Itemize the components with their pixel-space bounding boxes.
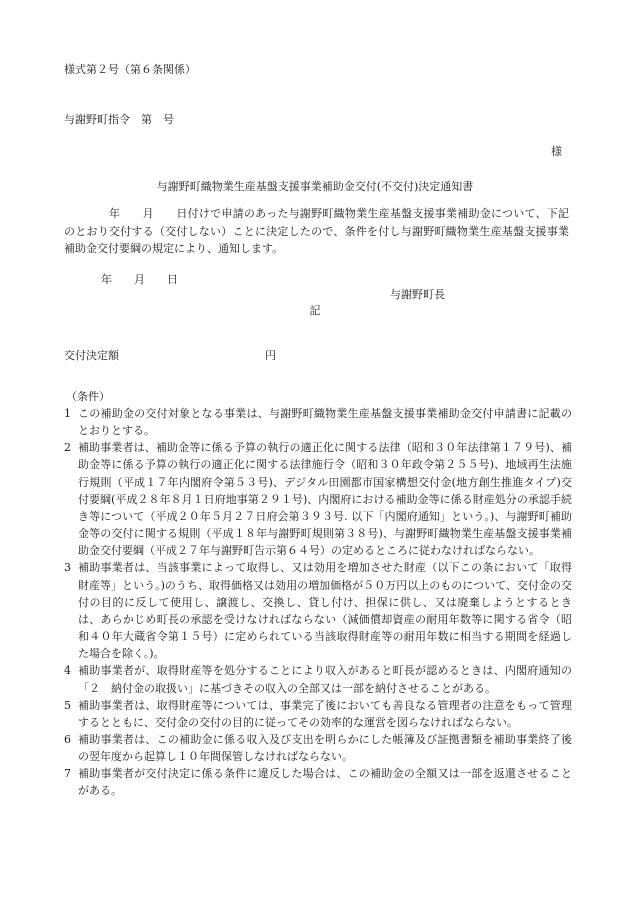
condition-item bbox=[64, 405, 572, 439]
condition-item bbox=[64, 731, 572, 765]
condition-text: 補助事業者は、この補助金に係る収入及び支出を明らかにした帳簿及び証拠書類を補助事業終了後の翌年度から起算し１０年間保管しなければならない。 bbox=[78, 732, 572, 764]
condition-number: 5 bbox=[64, 698, 71, 712]
conditions-list bbox=[64, 405, 572, 800]
document-title: 与謝野町織物業生産基盤支援事業補助金交付(不交付)決定通知書 bbox=[156, 180, 474, 193]
condition-text: 補助事業者は、取得財産等については、事業完了後においても善良なる管理者の注意をもって管理するとともに、交付金の交付の目的に従ってその効率的な運営を図らなければならない。 bbox=[78, 698, 572, 729]
ki-marker: 記 bbox=[309, 304, 321, 317]
condition-text: 補助事業者は、補助金等に係る予算の執行の適正化に関する法律（昭和３０年法律第１７９号)、補助金等に係る予算の執行の適正化に関する法律施行令（昭和３０年政令第２５５号)、地域再生法施行規則（平成１７年内閣府令第５３号)、デジタル田園都市国家構想交付金(地方創生推進タイプ)交付要綱(平成２８年８月１日府地事第２９１号)、内閣府における補助金等に係る財産処分の承認手続き等について（平成２０年５月２７日府会第３９３号. 以下「内閣府通知」という。)、与謝野町補助金等の交付に関する規則（平成１８年与謝野町規則第３８号)、与謝野町織物業生産基盤支援事業補助金交付要綱（平成２７年与謝野町告示第６４号）の定めるところに従わなければならない。 bbox=[78, 441, 572, 558]
issue-date: 年 月 日 bbox=[101, 273, 178, 286]
intro-text: 年 月 日付けで申請のあった与謝野町織物業生産基盤支援事業補助金について、下記のとおり交付する（交付しない）ことに決定したので、条件を付し与謝野町織物業生産基盤支援事業補助金交付要綱の規定により、通知します。 bbox=[64, 207, 569, 255]
amount-unit: 円 bbox=[265, 349, 276, 362]
condition-item bbox=[64, 697, 572, 731]
condition-text: この補助金の交付対象となる事業は、与謝野町織物業生産基盤支援事業補助金交付申請書に記載のとおりとする。 bbox=[78, 407, 572, 438]
condition-number: 4 bbox=[64, 664, 71, 678]
condition-number: 7 bbox=[64, 767, 71, 781]
condition-item bbox=[64, 559, 572, 662]
document-number: 与謝野町指令 第 号 bbox=[64, 113, 174, 126]
issuer: 与謝野町長 bbox=[390, 288, 445, 301]
condition-text: 補助事業者が交付決定に係る条件に違反した場合は、この補助金の全額又は一部を返還させることがある。 bbox=[78, 767, 572, 798]
condition-item bbox=[64, 765, 572, 799]
amount-label: 交付決定額 bbox=[64, 349, 119, 362]
form-label: 様式第２号（第６条関係） bbox=[64, 63, 196, 76]
condition-number: 1 bbox=[64, 407, 71, 420]
condition-number: 6 bbox=[64, 732, 71, 746]
condition-number: 3 bbox=[64, 561, 71, 575]
condition-text: 補助事業者が、取得財産等を処分することにより収入があると町長が認めるときは、内閣府通知の「２ 納付金の取扱い」に基づきその収入の全部又は一部を納付させることがある。 bbox=[78, 664, 572, 695]
condition-item bbox=[64, 439, 572, 559]
recipient-suffix: 様 bbox=[551, 145, 562, 158]
condition-text: 補助事業者は、当該事業によって取得し、又は効用を増加させた財産（以下この条において「取得財産等」という。)のうち、取得価格又は効用の増加価格が５０万円以上のものについて、交付金の交付の目的に反して使用し、譲渡し、交換し、貸し付け、担保に供し、又は廃棄しようとするときは、あらかじめ町長の承認を受けなければならない（減価償却資産の耐用年数等に関する省令（昭和４０年大蔵省令第１５号）に定められている当該取得財産等の耐用年数に相当する期間を経過した場合を除く。)。 bbox=[78, 561, 572, 661]
condition-item bbox=[64, 662, 572, 696]
condition-number: 2 bbox=[64, 441, 71, 455]
intro-paragraph bbox=[64, 205, 569, 258]
conditions-heading: （条件） bbox=[66, 390, 110, 403]
